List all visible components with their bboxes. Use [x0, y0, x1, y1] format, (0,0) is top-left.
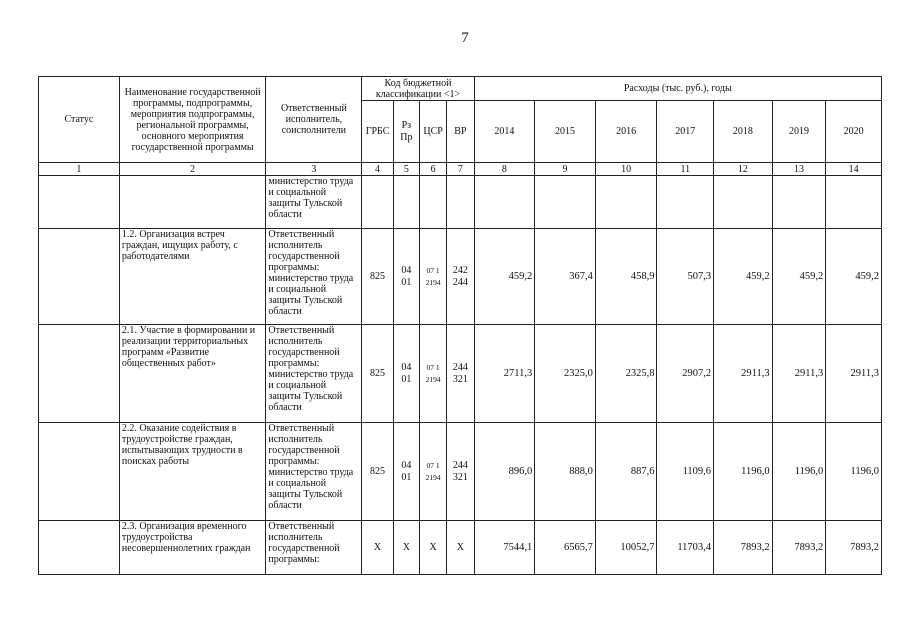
header-responsible: Ответственный исполнитель, соисполнители: [266, 77, 362, 163]
column-number: 11: [657, 163, 714, 176]
csr-cell: [419, 325, 446, 423]
grbs-cell: X: [362, 521, 393, 575]
status-cell: [39, 325, 120, 423]
vr-value-2: 321: [452, 373, 468, 385]
grbs-cell: 825: [362, 325, 393, 423]
csr-cell: [419, 176, 446, 229]
responsible-cell: Ответственный исполнитель государственной программы: министерство труда и социальной защиты Тульской области: [266, 325, 362, 423]
vr-cell: [447, 325, 474, 423]
value-2016: [595, 176, 657, 229]
value-2014: 7544,1: [474, 521, 535, 575]
program-name-cell: [119, 176, 266, 229]
column-number: 1: [39, 163, 120, 176]
csr-cell: [419, 423, 446, 521]
csr-value-2: 2194: [425, 277, 441, 287]
rz-value: 04: [401, 459, 412, 471]
value-2019: 459,2: [772, 229, 826, 325]
rz-pr-cell: [393, 229, 419, 325]
value-2014: 459,2: [474, 229, 535, 325]
vr-value-2: 321: [452, 471, 468, 483]
program-name-cell: 2.1. Участие в формировании и реализации территориальных программ «Развитие общественных работ»: [119, 325, 266, 423]
csr-value-2: 2194: [425, 374, 441, 384]
value-2017: 11703,4: [657, 521, 714, 575]
header-grbs: ГРБС: [362, 101, 393, 163]
column-number: 14: [826, 163, 882, 176]
column-number: 9: [535, 163, 596, 176]
value-2015: 367,4: [535, 229, 596, 325]
csr-cell: X: [419, 521, 446, 575]
header-status: Статус: [39, 77, 120, 163]
header-year-2016: 2016: [595, 101, 657, 163]
table-row: [39, 521, 882, 575]
status-cell: [39, 229, 120, 325]
csr-value-1: 07 1: [426, 362, 440, 372]
responsible-cell: Ответственный исполнитель государственной программы:: [266, 521, 362, 575]
vr-value-1: 244: [452, 361, 468, 373]
status-cell: [39, 423, 120, 521]
page-number: 7: [461, 30, 469, 46]
value-2016: 887,6: [595, 423, 657, 521]
budget-table: [38, 76, 882, 575]
value-2017: 507,3: [657, 229, 714, 325]
column-number: 3: [266, 163, 362, 176]
value-2019: [772, 176, 826, 229]
column-number: 10: [595, 163, 657, 176]
pr-value: 01: [401, 373, 412, 385]
header-vr: ВР: [447, 101, 474, 163]
header-year-2015: 2015: [535, 101, 596, 163]
column-number-row: [39, 163, 882, 176]
program-name-cell: 2.2. Оказание содействия в трудоустройстве граждан, испытывающих трудности в поисках работы: [119, 423, 266, 521]
header-rz-pr: [393, 101, 419, 163]
column-number: 8: [474, 163, 535, 176]
header-year-2019: 2019: [772, 101, 826, 163]
grbs-cell: 825: [362, 423, 393, 521]
header-year-2020: 2020: [826, 101, 882, 163]
status-cell: [39, 521, 120, 575]
vr-value-1: 242: [452, 264, 468, 276]
value-2016: 458,9: [595, 229, 657, 325]
status-cell: [39, 176, 120, 229]
vr-value-2: 244: [452, 276, 468, 288]
value-2014: [474, 176, 535, 229]
header-row-1: [39, 77, 882, 101]
value-2017: [657, 176, 714, 229]
rz-pr-cell: [393, 423, 419, 521]
column-number: 6: [419, 163, 446, 176]
grbs-cell: 825: [362, 229, 393, 325]
value-2017: 2907,2: [657, 325, 714, 423]
value-2020: [826, 176, 882, 229]
grbs-cell: [362, 176, 393, 229]
column-number: 7: [447, 163, 474, 176]
table-row: [39, 423, 882, 521]
header-csr: ЦСР: [419, 101, 446, 163]
header-program-name: Наименование государственной программы, подпрограммы, мероприятия подпрограммы, региональной программы, основного мероприятия государственной программы: [119, 77, 266, 163]
table-row: [39, 325, 882, 423]
csr-cell: [419, 229, 446, 325]
header-pr: Пр: [400, 131, 413, 143]
table-row: [39, 176, 882, 229]
csr-value-2: 2194: [425, 472, 441, 482]
responsible-cell: Ответственный исполнитель государственной программы: министерство труда и социальной защиты Тульской области: [266, 229, 362, 325]
csr-value-1: 07 1: [426, 460, 440, 470]
value-2016: 10052,7: [595, 521, 657, 575]
header-budget-code: Код бюджетной классификации <1>: [362, 77, 474, 101]
program-name-cell: 2.3. Организация временного трудоустройства несовершеннолетних граждан: [119, 521, 266, 575]
value-2020: 1196,0: [826, 423, 882, 521]
value-2020: 7893,2: [826, 521, 882, 575]
vr-cell: X: [447, 521, 474, 575]
value-2014: 896,0: [474, 423, 535, 521]
value-2014: 2711,3: [474, 325, 535, 423]
vr-cell: [447, 423, 474, 521]
value-2017: 1109,6: [657, 423, 714, 521]
value-2016: 2325,8: [595, 325, 657, 423]
value-2015: 2325,0: [535, 325, 596, 423]
value-2015: [535, 176, 596, 229]
pr-value: 01: [401, 276, 412, 288]
responsible-cell: Ответственный исполнитель государственной программы: министерство труда и социальной защиты Тульской области: [266, 423, 362, 521]
header-year-2017: 2017: [657, 101, 714, 163]
rz-value: 04: [401, 361, 412, 373]
program-name-cell: 1.2. Организация встреч граждан, ищущих работу, с работодателями: [119, 229, 266, 325]
header-year-2014: 2014: [474, 101, 535, 163]
column-number: 12: [714, 163, 773, 176]
vr-cell: [447, 229, 474, 325]
value-2018: 7893,2: [714, 521, 773, 575]
value-2018: 1196,0: [714, 423, 773, 521]
vr-value-1: 244: [452, 459, 468, 471]
vr-cell: [447, 176, 474, 229]
column-number: 13: [772, 163, 826, 176]
rz-value: 04: [401, 264, 412, 276]
column-number: 5: [393, 163, 419, 176]
rz-pr-cell: [393, 325, 419, 423]
rz-pr-cell: X: [393, 521, 419, 575]
header-expenses: Расходы (тыс. руб.), годы: [474, 77, 881, 101]
csr-value-1: 07 1: [426, 265, 440, 275]
header-year-2018: 2018: [714, 101, 773, 163]
value-2019: 7893,2: [772, 521, 826, 575]
table-row: [39, 229, 882, 325]
rz-pr-cell: [393, 176, 419, 229]
pr-value: 01: [401, 471, 412, 483]
value-2018: [714, 176, 773, 229]
responsible-cell: министерство труда и социальной защиты Тульской области: [266, 176, 362, 229]
value-2019: 1196,0: [772, 423, 826, 521]
value-2019: 2911,3: [772, 325, 826, 423]
value-2020: 2911,3: [826, 325, 882, 423]
value-2015: 6565,7: [535, 521, 596, 575]
header-rz: Рз: [401, 119, 412, 131]
column-number: 2: [119, 163, 266, 176]
value-2020: 459,2: [826, 229, 882, 325]
column-number: 4: [362, 163, 393, 176]
value-2018: 459,2: [714, 229, 773, 325]
value-2018: 2911,3: [714, 325, 773, 423]
value-2015: 888,0: [535, 423, 596, 521]
